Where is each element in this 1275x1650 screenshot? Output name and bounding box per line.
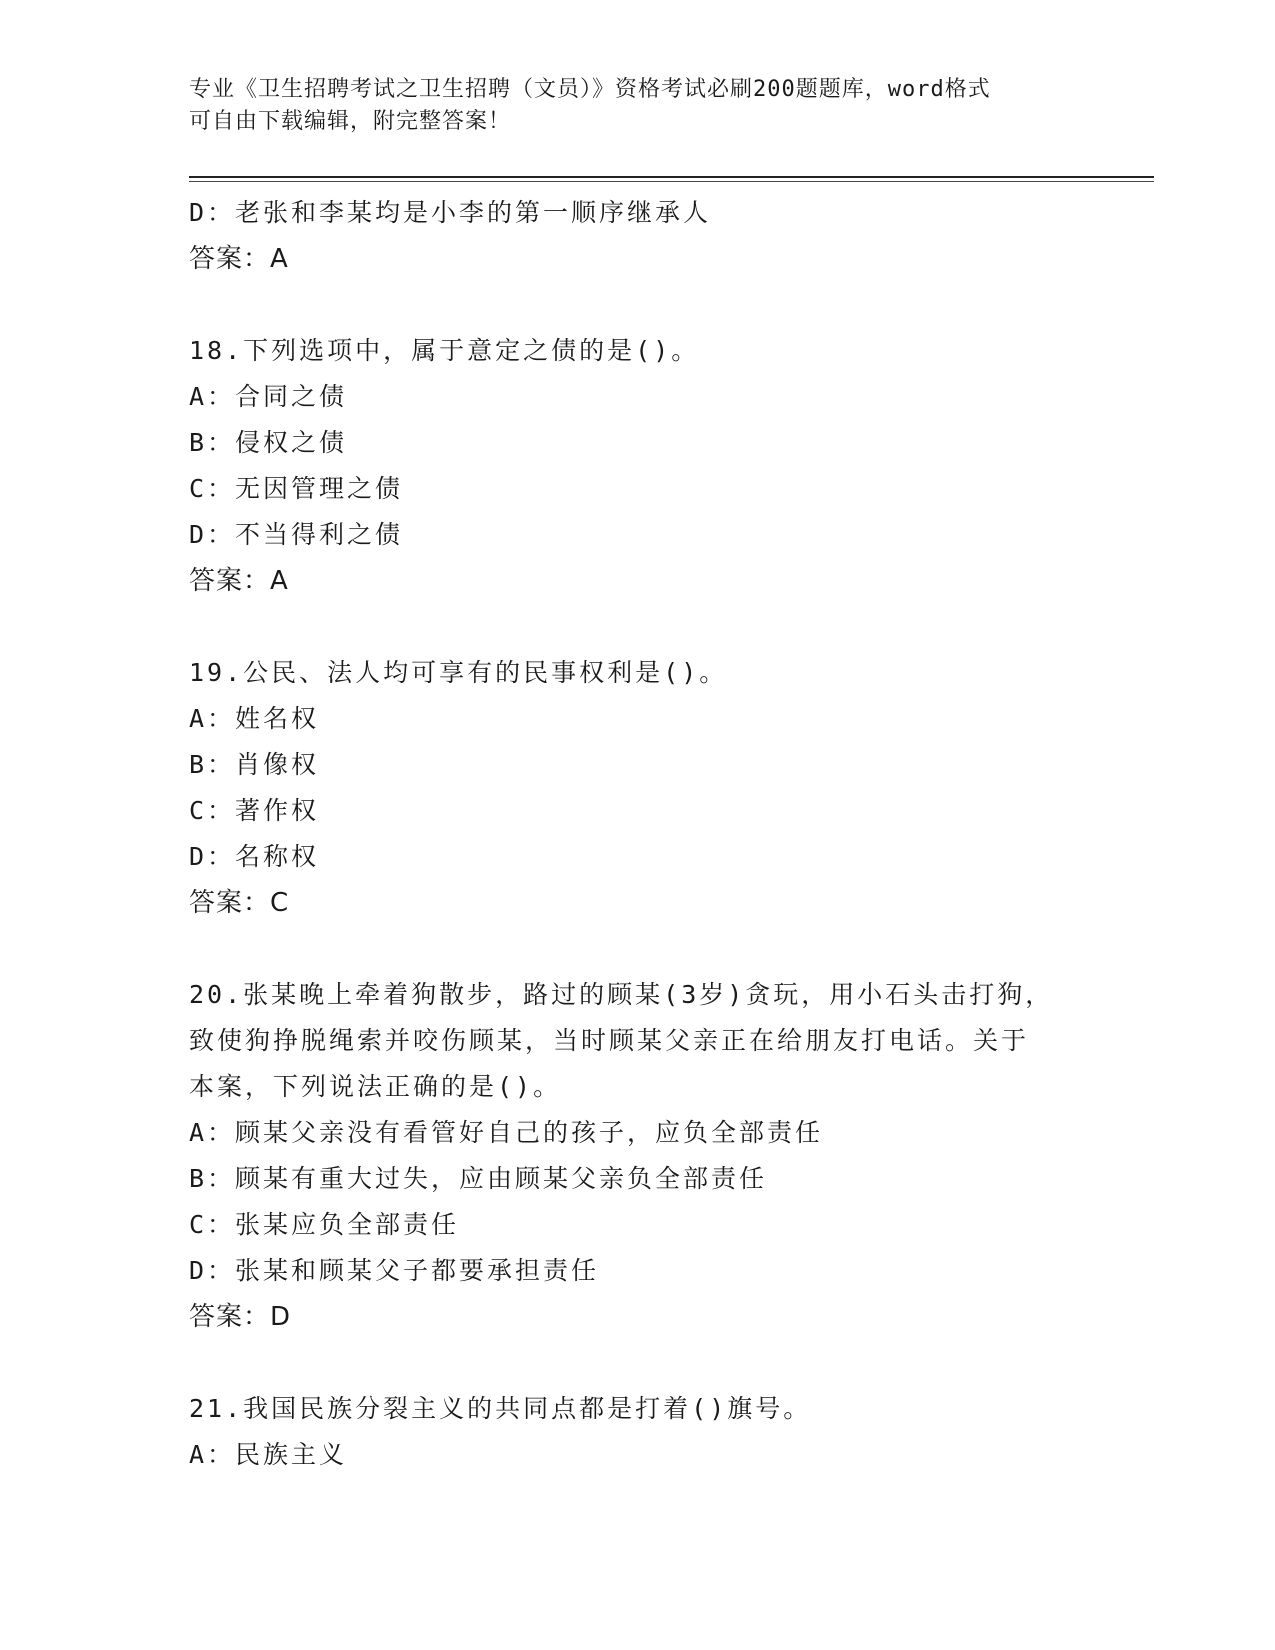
option-a: A：顾某父亲没有看管好自己的孩子，应负全部责任 xyxy=(189,1118,824,1147)
header-line-2: 可自由下载编辑，附完整答案！ xyxy=(189,109,512,134)
option-d: D：不当得利之债 xyxy=(189,520,404,549)
option-b: B：侵权之债 xyxy=(189,428,348,457)
question-stem-line-3: 本案，下列说法正确的是()。 xyxy=(189,1072,562,1101)
question-19 xyxy=(189,650,1109,926)
option-b: B：肖像权 xyxy=(189,750,320,779)
option-a: A：合同之债 xyxy=(189,382,348,411)
question-stem: 21.我国民族分裂主义的共同点都是打着()旗号。 xyxy=(189,1394,812,1423)
option-b: B：顾某有重大过失，应由顾某父亲负全部责任 xyxy=(189,1164,768,1193)
answer: 答案：D xyxy=(189,1302,292,1332)
question-stem: 18.下列选项中，属于意定之债的是()。 xyxy=(189,336,700,365)
header-line-1: 专业《卫生招聘考试之卫生招聘（文员）》资格考试必刷200题题库，word格式 xyxy=(189,77,991,102)
option-d: D：张某和顾某父子都要承担责任 xyxy=(189,1256,600,1285)
option-c: C：张某应负全部责任 xyxy=(189,1210,460,1239)
question-18 xyxy=(189,328,1109,604)
option-c: C：著作权 xyxy=(189,796,320,825)
option-a: A：姓名权 xyxy=(189,704,320,733)
document-header xyxy=(189,74,1089,138)
answer: 答案：C xyxy=(189,888,290,918)
question-stem-line-1: 20.张某晚上牵着狗散步，路过的顾某(3岁)贪玩，用小石头击打狗， xyxy=(189,980,1054,1009)
question-21 xyxy=(189,1386,1109,1478)
option-d: D：名称权 xyxy=(189,842,320,871)
answer: 答案：A xyxy=(189,244,289,274)
question-list xyxy=(189,190,1109,1478)
option-c: C：无因管理之债 xyxy=(189,474,404,503)
question-20 xyxy=(189,972,1109,1340)
header-divider-thin xyxy=(189,181,1154,182)
question-stem-line-2: 致使狗挣脱绳索并咬伤顾某，当时顾某父亲正在给朋友打电话。关于 xyxy=(189,1026,1030,1055)
option-d: D：老张和李某均是小李的第一顺序继承人 xyxy=(189,198,712,227)
header-divider-thick xyxy=(189,176,1154,178)
answer: 答案：A xyxy=(189,566,289,596)
question-17-tail xyxy=(189,190,1109,282)
option-a: A：民族主义 xyxy=(189,1440,348,1469)
question-stem: 19.公民、法人均可享有的民事权利是()。 xyxy=(189,658,728,687)
